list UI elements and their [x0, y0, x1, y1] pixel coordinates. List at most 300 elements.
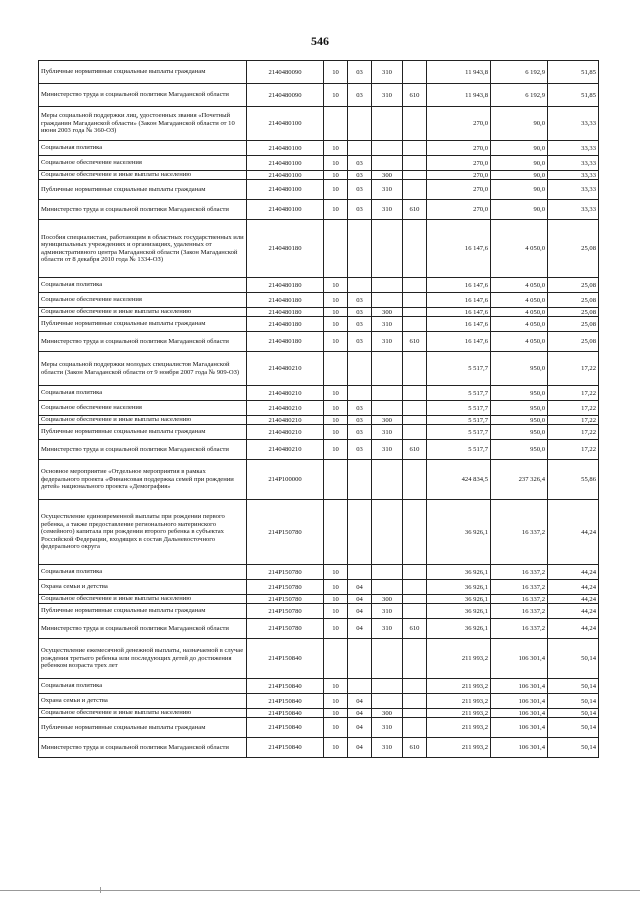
cell-name: Социальная политика — [39, 278, 247, 293]
cell-code: 214P150780 — [247, 565, 324, 580]
cell-v3: 33,33 — [548, 180, 599, 200]
cell-c3 — [372, 694, 403, 709]
cell-v1: 36 926,1 — [427, 565, 491, 580]
cell-name: Публичные нормативные социальные выплаты гражданам — [39, 317, 247, 332]
cell-v1: 16 147,6 — [427, 220, 491, 278]
cell-v2: 237 326,4 — [491, 460, 548, 500]
cell-name: Охрана семьи и детства — [39, 580, 247, 595]
cell-v1: 5 517,7 — [427, 352, 491, 386]
cell-v1: 5 517,7 — [427, 401, 491, 416]
cell-v3: 50,14 — [548, 679, 599, 694]
cell-c3: 300 — [372, 416, 403, 425]
cell-c3: 300 — [372, 709, 403, 718]
budget-table — [38, 60, 599, 758]
cell-v1: 36 926,1 — [427, 595, 491, 604]
cell-v1: 270,0 — [427, 200, 491, 220]
cell-c1: 10 — [324, 738, 348, 758]
cell-v3: 25,08 — [548, 293, 599, 308]
cell-c4: 610 — [403, 440, 427, 460]
cell-c4: 610 — [403, 738, 427, 758]
table-row — [39, 425, 599, 440]
cell-c2: 03 — [348, 61, 372, 84]
cell-v1: 270,0 — [427, 107, 491, 141]
cell-name: Министерство труда и социальной политики Магаданской области — [39, 200, 247, 220]
cell-v1: 36 926,1 — [427, 604, 491, 619]
cell-v1: 36 926,1 — [427, 619, 491, 639]
cell-v1: 5 517,7 — [427, 425, 491, 440]
table-row — [39, 107, 599, 141]
cell-name: Социальное обеспечение населения — [39, 293, 247, 308]
table-row — [39, 401, 599, 416]
cell-v3: 17,22 — [548, 352, 599, 386]
cell-code: 214P100000 — [247, 460, 324, 500]
cell-c3: 310 — [372, 604, 403, 619]
cell-name: Социальное обеспечение и иные выплаты населению — [39, 416, 247, 425]
cell-c4 — [403, 107, 427, 141]
cell-v3: 33,33 — [548, 171, 599, 180]
cell-c4 — [403, 595, 427, 604]
cell-v1: 36 926,1 — [427, 500, 491, 565]
cell-c1: 10 — [324, 565, 348, 580]
page-number: 546 — [311, 34, 329, 48]
cell-v1: 270,0 — [427, 171, 491, 180]
cell-code: 214P150840 — [247, 738, 324, 758]
cell-c1: 10 — [324, 200, 348, 220]
cell-v2: 90,0 — [491, 107, 548, 141]
cell-c3 — [372, 639, 403, 679]
cell-v1: 16 147,6 — [427, 317, 491, 332]
cell-v1: 211 993,2 — [427, 639, 491, 679]
table-row — [39, 352, 599, 386]
cell-name: Пособия специалистам, работающим в областных государственных или муниципальных учреждениях и организациях, удаленных от административного центра Магаданской области (Закон Магаданской области от 8 декабря 2010 года № 1334-ОЗ) — [39, 220, 247, 278]
cell-c2: 04 — [348, 694, 372, 709]
cell-c4 — [403, 425, 427, 440]
cell-c1: 10 — [324, 386, 348, 401]
cell-c3: 300 — [372, 595, 403, 604]
cell-c4 — [403, 180, 427, 200]
cell-v3: 44,24 — [548, 500, 599, 565]
table-row — [39, 460, 599, 500]
cell-c4 — [403, 500, 427, 565]
cell-c1: 10 — [324, 332, 348, 352]
table-row — [39, 595, 599, 604]
cell-name: Охрана семьи и детства — [39, 694, 247, 709]
cell-code: 2140480100 — [247, 107, 324, 141]
cell-c2 — [348, 679, 372, 694]
cell-c3: 310 — [372, 738, 403, 758]
cell-c3: 310 — [372, 440, 403, 460]
cell-name: Министерство труда и социальной политики Магаданской области — [39, 84, 247, 107]
cell-code: 2140480180 — [247, 308, 324, 317]
cell-c4 — [403, 718, 427, 738]
cell-v2: 4 050,0 — [491, 317, 548, 332]
cell-c1 — [324, 107, 348, 141]
cell-c3 — [372, 500, 403, 565]
table-row — [39, 171, 599, 180]
cell-c1 — [324, 220, 348, 278]
table-row — [39, 440, 599, 460]
cell-c2: 03 — [348, 156, 372, 171]
cell-c3 — [372, 679, 403, 694]
cell-c1: 10 — [324, 156, 348, 171]
cell-c2: 03 — [348, 440, 372, 460]
cell-c2: 03 — [348, 425, 372, 440]
page-bottom-rule — [0, 890, 640, 891]
cell-name: Публичные нормативные социальные выплаты гражданам — [39, 425, 247, 440]
cell-name: Осуществление ежемесячной денежной выплаты, назначаемой в случае рождения третьего ребенка или последующих детей до достижения ребенком возраста трех лет — [39, 639, 247, 679]
cell-v2: 16 337,2 — [491, 619, 548, 639]
cell-v3: 50,14 — [548, 718, 599, 738]
cell-v3: 25,08 — [548, 317, 599, 332]
cell-c2 — [348, 141, 372, 156]
cell-name: Социальная политика — [39, 386, 247, 401]
cell-c1: 10 — [324, 416, 348, 425]
cell-c3: 300 — [372, 171, 403, 180]
cell-c4 — [403, 639, 427, 679]
cell-v2: 16 337,2 — [491, 604, 548, 619]
cell-code: 2140480210 — [247, 401, 324, 416]
cell-c3 — [372, 220, 403, 278]
cell-v2: 950,0 — [491, 416, 548, 425]
cell-name: Меры социальной поддержки молодых специалистов Магаданской области (Закон Магаданской области от 9 ноября 2007 года № 909-ОЗ) — [39, 352, 247, 386]
cell-c2: 04 — [348, 595, 372, 604]
table-row — [39, 278, 599, 293]
cell-name: Социальная политика — [39, 565, 247, 580]
cell-v3: 33,33 — [548, 141, 599, 156]
cell-c1: 10 — [324, 401, 348, 416]
cell-c2: 03 — [348, 416, 372, 425]
cell-c1: 10 — [324, 425, 348, 440]
cell-code: 2140480100 — [247, 141, 324, 156]
cell-name: Социальная политика — [39, 679, 247, 694]
cell-name: Министерство труда и социальной политики Магаданской области — [39, 738, 247, 758]
cell-v2: 106 301,4 — [491, 709, 548, 718]
cell-v1: 211 993,2 — [427, 718, 491, 738]
cell-c1 — [324, 639, 348, 679]
cell-c4 — [403, 709, 427, 718]
cell-c1: 10 — [324, 580, 348, 595]
cell-c4 — [403, 416, 427, 425]
cell-c1: 10 — [324, 141, 348, 156]
cell-v2: 16 337,2 — [491, 580, 548, 595]
table-row — [39, 738, 599, 758]
cell-code: 2140480180 — [247, 332, 324, 352]
cell-c2: 04 — [348, 604, 372, 619]
cell-v3: 51,85 — [548, 61, 599, 84]
table-row — [39, 200, 599, 220]
cell-v2: 4 050,0 — [491, 332, 548, 352]
table-row — [39, 308, 599, 317]
cell-code: 214P150840 — [247, 679, 324, 694]
cell-c4 — [403, 401, 427, 416]
cell-name: Публичные нормативные социальные выплаты гражданам — [39, 180, 247, 200]
cell-v2: 90,0 — [491, 200, 548, 220]
cell-name: Осуществление единовременной выплаты при рождении первого ребенка, а также предоставление регионального материнского (семейного) капитала при рождении второго ребенка в субъектах Российской Федерации, входящих в состав Дальневосточного федерального округа — [39, 500, 247, 565]
cell-v3: 44,24 — [548, 580, 599, 595]
cell-v2: 4 050,0 — [491, 278, 548, 293]
cell-c2 — [348, 500, 372, 565]
cell-c4 — [403, 278, 427, 293]
cell-c3 — [372, 352, 403, 386]
cell-c3: 310 — [372, 180, 403, 200]
cell-v1: 211 993,2 — [427, 694, 491, 709]
cell-c3: 310 — [372, 425, 403, 440]
table-row — [39, 694, 599, 709]
cell-v2: 4 050,0 — [491, 308, 548, 317]
cell-c3: 310 — [372, 317, 403, 332]
cell-c3: 310 — [372, 718, 403, 738]
cell-c3 — [372, 386, 403, 401]
cell-c2: 03 — [348, 293, 372, 308]
cell-v2: 4 050,0 — [491, 293, 548, 308]
cell-c2 — [348, 107, 372, 141]
cell-v3: 50,14 — [548, 694, 599, 709]
cell-name: Социальное обеспечение и иные выплаты населению — [39, 308, 247, 317]
cell-v3: 25,08 — [548, 278, 599, 293]
cell-name: Публичные нормативные социальные выплаты гражданам — [39, 718, 247, 738]
cell-code: 2140480100 — [247, 156, 324, 171]
cell-c2: 04 — [348, 709, 372, 718]
table-row — [39, 679, 599, 694]
cell-code: 214P150840 — [247, 639, 324, 679]
cell-name: Социальное обеспечение населения — [39, 401, 247, 416]
cell-c2 — [348, 220, 372, 278]
cell-v3: 17,22 — [548, 440, 599, 460]
cell-c1: 10 — [324, 694, 348, 709]
cell-c3 — [372, 580, 403, 595]
table-row — [39, 84, 599, 107]
table-row — [39, 500, 599, 565]
cell-c4 — [403, 386, 427, 401]
cell-c3: 310 — [372, 61, 403, 84]
cell-code: 214P150780 — [247, 604, 324, 619]
cell-name: Социальное обеспечение и иные выплаты населению — [39, 709, 247, 718]
page-bottom-tick — [100, 887, 101, 893]
table-row — [39, 156, 599, 171]
cell-c1: 10 — [324, 171, 348, 180]
cell-c3 — [372, 565, 403, 580]
cell-code: 2140480210 — [247, 352, 324, 386]
cell-v1: 211 993,2 — [427, 679, 491, 694]
cell-name: Социальное обеспечение и иные выплаты населению — [39, 171, 247, 180]
cell-c4 — [403, 61, 427, 84]
table-row — [39, 709, 599, 718]
table-row — [39, 604, 599, 619]
cell-c1: 10 — [324, 619, 348, 639]
table-row — [39, 220, 599, 278]
cell-c2: 03 — [348, 180, 372, 200]
cell-code: 2140480210 — [247, 440, 324, 460]
cell-code: 214P150840 — [247, 709, 324, 718]
cell-name: Министерство труда и социальной политики Магаданской области — [39, 619, 247, 639]
cell-code: 2140480100 — [247, 180, 324, 200]
cell-name: Социальное обеспечение и иные выплаты населению — [39, 595, 247, 604]
cell-code: 2140480100 — [247, 171, 324, 180]
cell-name: Министерство труда и социальной политики Магаданской области — [39, 440, 247, 460]
cell-name: Социальное обеспечение населения — [39, 156, 247, 171]
cell-c3: 300 — [372, 308, 403, 317]
cell-v3: 25,08 — [548, 220, 599, 278]
table-row — [39, 619, 599, 639]
cell-c1: 10 — [324, 61, 348, 84]
cell-name: Публичные нормативные социальные выплаты гражданам — [39, 61, 247, 84]
cell-c3 — [372, 156, 403, 171]
cell-v2: 106 301,4 — [491, 718, 548, 738]
cell-c2: 04 — [348, 718, 372, 738]
cell-v3: 17,22 — [548, 416, 599, 425]
cell-c4: 610 — [403, 84, 427, 107]
cell-v1: 424 834,5 — [427, 460, 491, 500]
table-row — [39, 141, 599, 156]
cell-c3 — [372, 107, 403, 141]
table-row — [39, 317, 599, 332]
cell-c1: 10 — [324, 604, 348, 619]
table-row — [39, 416, 599, 425]
cell-v1: 16 147,6 — [427, 332, 491, 352]
cell-c4: 610 — [403, 332, 427, 352]
cell-c2: 03 — [348, 171, 372, 180]
table-row — [39, 580, 599, 595]
cell-v2: 950,0 — [491, 386, 548, 401]
cell-c3: 310 — [372, 619, 403, 639]
cell-c4 — [403, 308, 427, 317]
cell-c3: 310 — [372, 332, 403, 352]
cell-name: Социальная политика — [39, 141, 247, 156]
cell-v2: 950,0 — [491, 401, 548, 416]
cell-c4 — [403, 220, 427, 278]
cell-c1: 10 — [324, 440, 348, 460]
cell-c4 — [403, 317, 427, 332]
cell-name: Публичные нормативные социальные выплаты гражданам — [39, 604, 247, 619]
cell-v2: 16 337,2 — [491, 565, 548, 580]
cell-v3: 33,33 — [548, 200, 599, 220]
cell-c2: 04 — [348, 580, 372, 595]
cell-c4 — [403, 171, 427, 180]
cell-c4 — [403, 565, 427, 580]
cell-v3: 44,24 — [548, 595, 599, 604]
cell-c2: 04 — [348, 619, 372, 639]
table-row — [39, 565, 599, 580]
cell-v2: 90,0 — [491, 180, 548, 200]
cell-code: 2140480090 — [247, 84, 324, 107]
cell-code: 214P150780 — [247, 595, 324, 604]
cell-v3: 50,14 — [548, 738, 599, 758]
cell-v3: 50,14 — [548, 639, 599, 679]
cell-c3 — [372, 401, 403, 416]
cell-code: 2140480210 — [247, 416, 324, 425]
cell-c1: 10 — [324, 308, 348, 317]
cell-v2: 90,0 — [491, 156, 548, 171]
cell-c1: 10 — [324, 84, 348, 107]
cell-v2: 950,0 — [491, 425, 548, 440]
cell-v1: 270,0 — [427, 141, 491, 156]
cell-c4: 610 — [403, 200, 427, 220]
cell-v3: 17,22 — [548, 401, 599, 416]
cell-code: 214P150780 — [247, 500, 324, 565]
table-row — [39, 718, 599, 738]
cell-c4 — [403, 694, 427, 709]
cell-v2: 90,0 — [491, 171, 548, 180]
cell-v3: 17,22 — [548, 425, 599, 440]
cell-c2: 04 — [348, 738, 372, 758]
cell-v1: 5 517,7 — [427, 440, 491, 460]
cell-v2: 16 337,2 — [491, 500, 548, 565]
cell-c2 — [348, 639, 372, 679]
cell-v3: 51,85 — [548, 84, 599, 107]
cell-c3 — [372, 460, 403, 500]
cell-c1: 10 — [324, 595, 348, 604]
table-row — [39, 61, 599, 84]
cell-c4: 610 — [403, 619, 427, 639]
cell-c2 — [348, 278, 372, 293]
cell-c4 — [403, 460, 427, 500]
table-row — [39, 639, 599, 679]
cell-v1: 5 517,7 — [427, 386, 491, 401]
cell-v3: 25,08 — [548, 308, 599, 317]
cell-v2: 6 192,9 — [491, 61, 548, 84]
cell-c1: 10 — [324, 709, 348, 718]
cell-v3: 33,33 — [548, 156, 599, 171]
cell-code: 2140480210 — [247, 425, 324, 440]
cell-code: 2140480180 — [247, 317, 324, 332]
table-row — [39, 386, 599, 401]
table-row — [39, 332, 599, 352]
cell-c3 — [372, 293, 403, 308]
cell-name: Меры социальной поддержки лиц, удостоенных звания «Почетный гражданин Магаданской области» (Закон Магаданской области от 10 июня 2003 года № 360-ОЗ) — [39, 107, 247, 141]
cell-v1: 16 147,6 — [427, 308, 491, 317]
cell-c1: 10 — [324, 278, 348, 293]
cell-c3: 310 — [372, 84, 403, 107]
cell-code: 2140480090 — [247, 61, 324, 84]
cell-v2: 6 192,9 — [491, 84, 548, 107]
cell-code: 214P150840 — [247, 694, 324, 709]
cell-code: 214P150780 — [247, 619, 324, 639]
cell-v1: 211 993,2 — [427, 709, 491, 718]
cell-c4 — [403, 141, 427, 156]
cell-v2: 106 301,4 — [491, 639, 548, 679]
cell-c1: 10 — [324, 317, 348, 332]
cell-c2: 03 — [348, 317, 372, 332]
cell-v3: 17,22 — [548, 386, 599, 401]
cell-name: Министерство труда и социальной политики Магаданской области — [39, 332, 247, 352]
cell-c3: 310 — [372, 200, 403, 220]
cell-v3: 44,24 — [548, 619, 599, 639]
cell-v1: 11 943,8 — [427, 84, 491, 107]
cell-c3 — [372, 141, 403, 156]
cell-v3: 44,24 — [548, 604, 599, 619]
cell-v3: 33,33 — [548, 107, 599, 141]
cell-v3: 44,24 — [548, 565, 599, 580]
cell-v1: 16 147,6 — [427, 293, 491, 308]
cell-code: 2140480210 — [247, 386, 324, 401]
cell-code: 214P150780 — [247, 580, 324, 595]
cell-v2: 106 301,4 — [491, 738, 548, 758]
cell-v2: 950,0 — [491, 352, 548, 386]
cell-v2: 106 301,4 — [491, 694, 548, 709]
cell-c2: 03 — [348, 84, 372, 107]
cell-c2 — [348, 565, 372, 580]
cell-v1: 270,0 — [427, 180, 491, 200]
cell-v1: 16 147,6 — [427, 278, 491, 293]
cell-c1 — [324, 460, 348, 500]
cell-c1: 10 — [324, 718, 348, 738]
table-row — [39, 293, 599, 308]
cell-v3: 50,14 — [548, 709, 599, 718]
cell-v2: 106 301,4 — [491, 679, 548, 694]
cell-c2: 03 — [348, 308, 372, 317]
cell-c4 — [403, 679, 427, 694]
cell-v1: 36 926,1 — [427, 580, 491, 595]
